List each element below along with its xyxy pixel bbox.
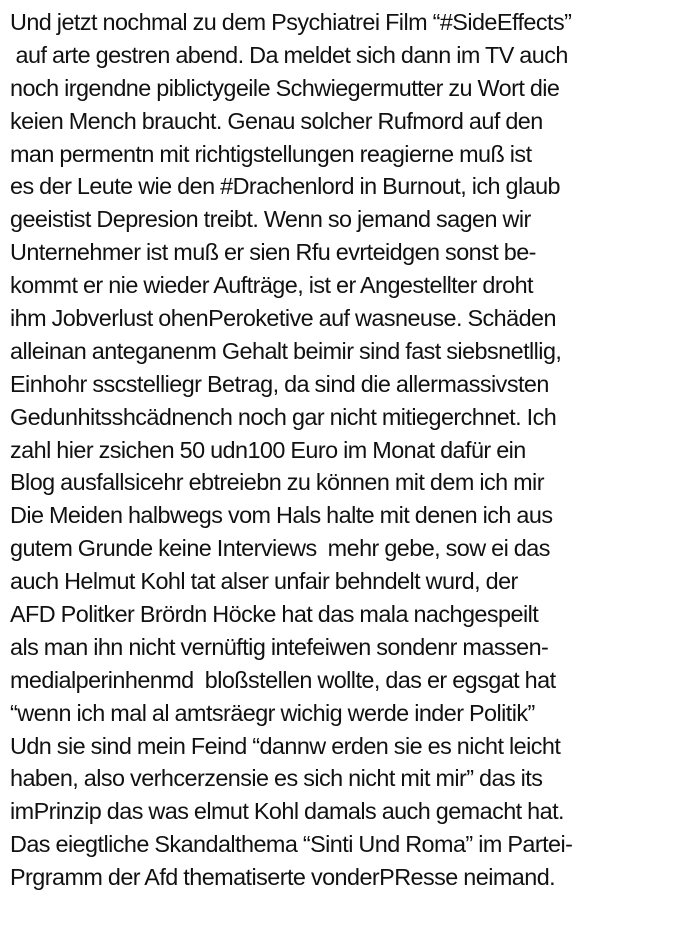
- text-line: Unternehmer ist muß er sien Rfu evrteidgen sonst be-: [10, 239, 536, 266]
- text-line: haben, also verhcerzensie es sich nicht mit mir” das its: [10, 765, 543, 792]
- text-line: man permentn mit richtigstellungen reagierne muß ist: [10, 140, 532, 167]
- text-line: medialperinhenmd bloßstellen wollte, das er egsgat hat: [10, 666, 556, 693]
- text-line: Blog ausfallsicehr ebtreiebn zu können mit dem ich mir: [10, 469, 544, 496]
- text-line: noch irgendne piblictygeile Schwiegermutter zu Wort die: [10, 74, 560, 101]
- text-line: AFD Politker Brördn Höcke hat das mala nachgespeilt: [10, 601, 539, 628]
- text-line: imPrinzip das was elmut Kohl damals auch gemacht hat.: [10, 798, 564, 825]
- text-line: gutem Grunde keine Interviews mehr gebe, sow ei das: [10, 535, 550, 562]
- text-line: Einhohr sscstelliegr Betrag, da sind die allermassivsten: [10, 370, 549, 397]
- text-line: Das eiegtliche Skandalthema “Sinti Und Roma” im Partei-: [10, 831, 573, 858]
- text-line: alleinan anteganenm Gehalt beimir sind fast siebsnetllig,: [10, 337, 562, 364]
- text-line: auch Helmut Kohl tat alser unfair behndelt wurd, der: [10, 568, 518, 595]
- text-line: Die Meiden halbwegs vom Hals halte mit denen ich aus: [10, 502, 553, 529]
- text-line: keien Mench braucht. Genau solcher Rufmord auf den: [10, 107, 543, 134]
- text-line: “wenn ich mal al amtsräegr wichig werde inder Politik”: [10, 699, 535, 726]
- text-line: auf arte gestren abend. Da meldet sich dann im TV auch: [10, 41, 568, 68]
- text-line: zahl hier zsichen 50 udn100 Euro im Monat dafür ein: [10, 436, 526, 463]
- text-line: geeistist Depresion treibt. Wenn so jemand sagen wir: [10, 206, 531, 233]
- text-line: ihm Jobverlust ohenPeroketive auf wasneuse. Schäden: [10, 305, 556, 332]
- body-text: [10, 6, 682, 894]
- text-line: es der Leute wie den #Drachenlord in Burnout, ich glaub: [10, 173, 560, 200]
- text-line: Udn sie sind mein Feind “dannw erden sie es nicht leicht: [10, 732, 561, 759]
- text-line: Und jetzt nochmal zu dem Psychiatrei Film “#SideEffects”: [10, 9, 572, 35]
- text-line: Prgramm der Afd thematiserte vonderPResse neimand.: [10, 864, 556, 891]
- text-line: als man ihn nicht vernüftig intefeiwen sondenr massen-: [10, 633, 549, 660]
- text-line: Gedunhitsshcädnench noch gar nicht mitiegerchnet. Ich: [10, 403, 557, 430]
- text-line: kommt er nie wieder Aufträge, ist er Angestellter droht: [10, 272, 533, 299]
